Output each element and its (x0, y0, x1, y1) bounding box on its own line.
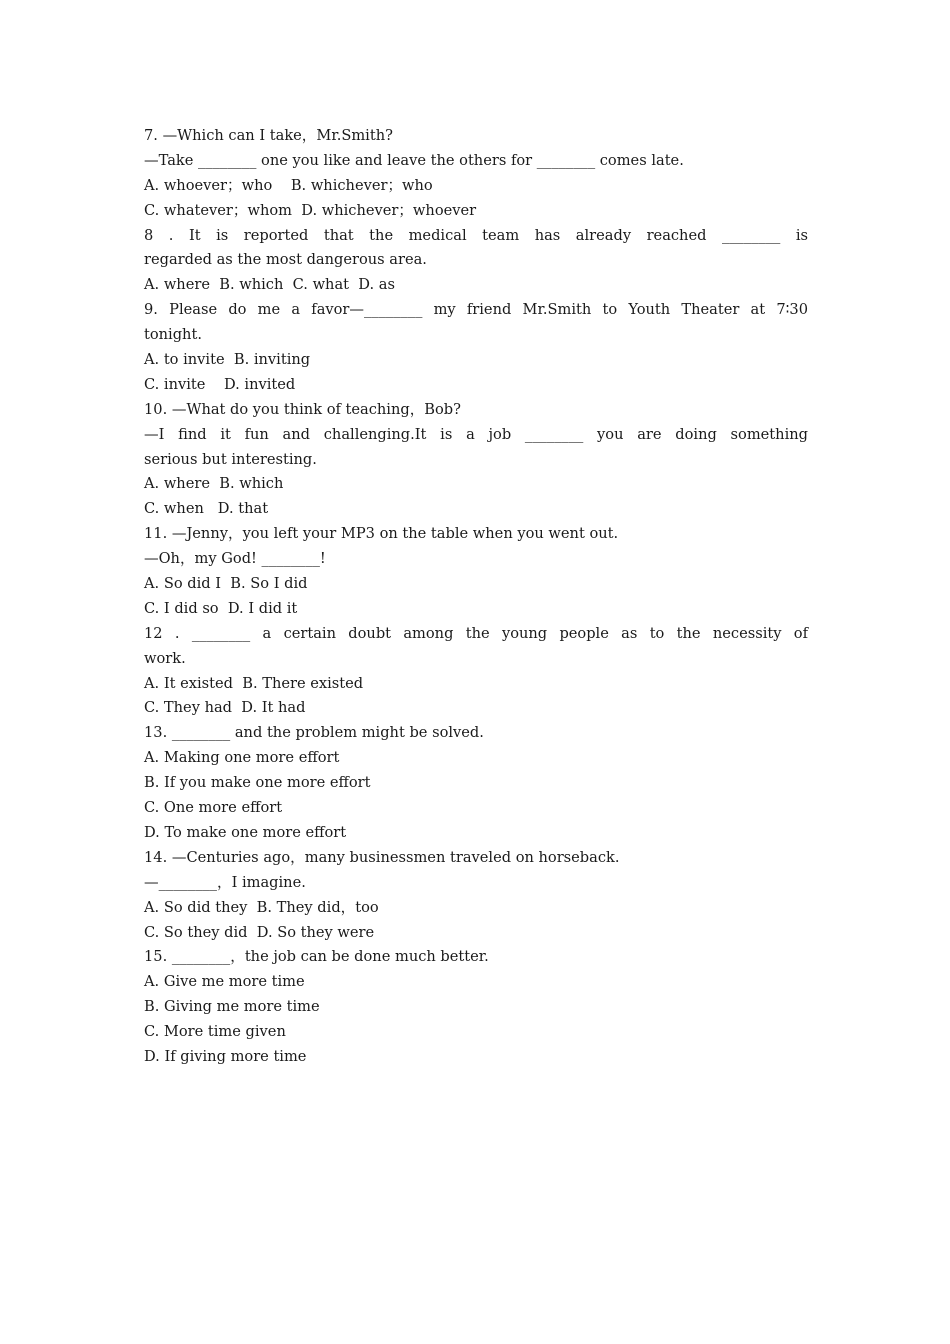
question-13-stem: 13. ________ and the problem might be solved. (144, 724, 484, 742)
question-10-options-ab: A. where B. which (144, 475, 284, 493)
question-9-options-ab: A. to invite B. inviting (144, 351, 311, 369)
question-10-stem: 10. —What do you think of teaching，Bob? (144, 400, 461, 418)
question-11-stem-line-2: —Oh，my God! ________! (144, 550, 326, 568)
question-12-stem-line-2: work. (144, 649, 186, 667)
question-7-options-cd: C. whatever；whom D. whichever；whoever (144, 201, 477, 219)
question-7-stem-line-2: —Take ________ one you like and leave the others for ________ comes late. (144, 151, 684, 169)
question-8-stem: 8 . It is reported that the medical team has already reached ________ is (144, 226, 808, 244)
question-15-option-c: C. More time given (144, 1023, 286, 1041)
question-9-stem: 9. Please do me a favor—________ my friend Mr.Smith to Youth Theater at 7∶30 (144, 301, 808, 319)
question-15-stem: 15. ________，the job can be done much better. (144, 948, 489, 966)
question-13-option-d: D. To make one more effort (144, 823, 347, 841)
question-14-stem: 14. —Centuries ago，many businessmen traveled on horseback. (144, 848, 620, 866)
question-15-option-a: A. Give me more time (144, 973, 305, 991)
question-13-option-b: B. If you make one more effort (144, 774, 371, 792)
question-12-stem: 12 . ________ a certain doubt among the young people as to the necessity of (144, 624, 808, 642)
question-7-options-ab: A. whoever；who B. whichever；who (144, 176, 433, 194)
question-13-option-c: C. One more effort (144, 799, 283, 817)
question-8-stem-line-2: regarded as the most dangerous area. (144, 251, 427, 269)
question-12-options-cd: C. They had D. It had (144, 699, 306, 717)
question-12-options-ab: A. It existed B. There existed (144, 674, 364, 692)
question-14-options-ab: A. So did they B. They did，too (144, 898, 379, 916)
question-8-options: A. where B. which C. what D. as (144, 276, 395, 294)
question-15-option-d: D. If giving more time (144, 1047, 307, 1065)
question-7-stem: 7. —Which can I take，Mr.Smith? (144, 127, 393, 144)
question-10-stem-line-2: —I find it fun and challenging.It is a job ________ you are doing something (144, 425, 808, 443)
question-9-stem-line-2: tonight. (144, 326, 202, 344)
question-14-stem-line-2: —________，I imagine. (144, 873, 306, 891)
question-11-options-ab: A. So did I B. So I did (144, 575, 308, 593)
question-list (144, 124, 808, 1070)
question-14-options-cd: C. So they did D. So they were (144, 923, 375, 941)
question-11-stem: 11. —Jenny，you left your MP3 on the table when you went out. (144, 525, 619, 543)
question-10-stem-line-3: serious but interesting. (144, 450, 317, 468)
question-9-options-cd: C. invite D. invited (144, 375, 296, 393)
question-11-options-cd: C. I did so D. I did it (144, 599, 298, 617)
question-13-option-a: A. Making one more effort (144, 749, 340, 767)
question-15-option-b: B. Giving me more time (144, 998, 320, 1016)
question-10-options-cd: C. when D. that (144, 500, 269, 518)
